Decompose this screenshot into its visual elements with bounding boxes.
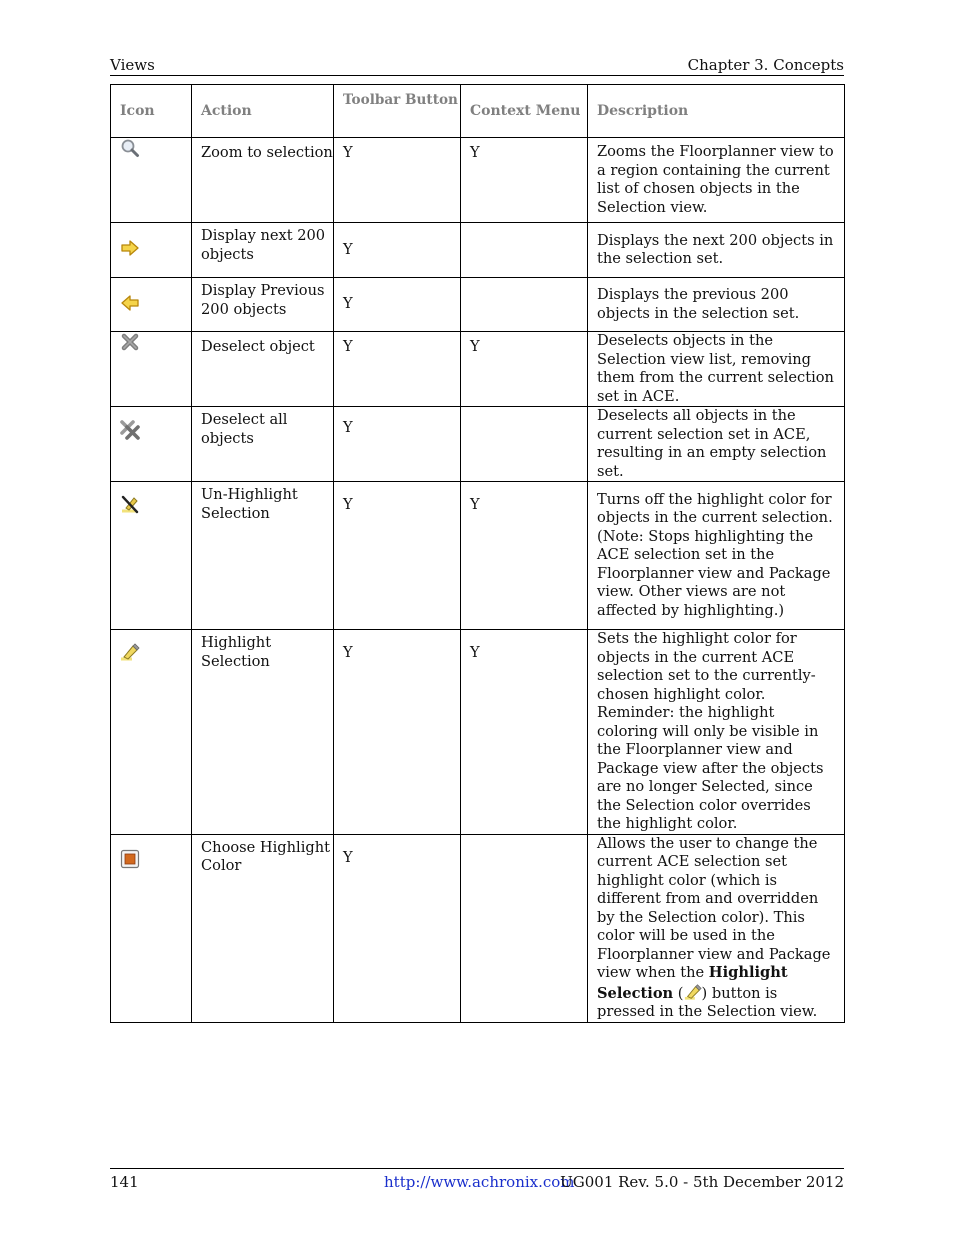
description-cell: Sets the highlight color for objects in the current ACE selection set to the currently-chosen highlight color. Reminder: the highlight coloring will only be visible in the Floorplanner view and Package view after the objects are no longer Selected, since the Selection color overrides the highlight color. [588,630,845,835]
toolbar-cell: Y [334,223,461,278]
action-cell: Highlight Selection [192,630,334,835]
description-cell [588,834,845,1022]
context-cell [461,223,588,278]
action-cell: Deselect all objects [192,407,334,482]
color-swatch-icon [120,849,140,869]
toolbar-cell: Y [334,138,461,223]
paren-open: ( [673,984,684,1002]
header-chapter: Chapter 3. Concepts [687,56,844,74]
page-header [110,54,844,74]
icon-cell [111,278,192,332]
toolbar-cell: Y [334,332,461,407]
context-cell: Y [461,332,588,407]
table-row [111,407,845,482]
header-rule [110,75,844,76]
context-cell: Y [461,138,588,223]
highlighter-icon [120,642,140,662]
description-cell: Displays the next 200 objects in the selection set. [588,223,845,278]
action-cell: Choose Highlight Color [192,834,334,1022]
toolbar-cell: Y [334,482,461,630]
header-section: Views [110,56,155,74]
description-cell: Deselects all objects in the current selection set in ACE, resulting in an empty selection set. [588,407,845,482]
description-cell: Deselects objects in the Selection view list, removing them from the current selection set in ACE. [588,332,845,407]
toolbar-cell: Y [334,834,461,1022]
context-cell [461,278,588,332]
icon-cell [111,834,192,1022]
col-header-action: Action [192,85,334,138]
action-cell: Display Previous 200 objects [192,278,334,332]
table-row [111,278,845,332]
x-mark-icon [120,332,140,352]
website-link[interactable]: http://www.achronix.com [384,1173,575,1191]
table-row [111,630,845,835]
page-number: 141 [110,1173,139,1191]
context-cell [461,407,588,482]
magnifier-icon [120,138,140,158]
table-row [111,834,845,1022]
icon-cell [111,138,192,223]
action-cell: Deselect object [192,332,334,407]
description-text-end: ) button is pressed in the Selection view. [597,984,818,1020]
icon-cell [111,223,192,278]
highlighter-icon [684,983,702,1001]
footer-rule [110,1168,844,1169]
commands-table [110,84,845,1023]
col-header-description: Description [588,85,845,138]
description-cell: Turns off the highlight color for objects in the current selection. (Note: Stops highlighting the ACE selection set in the Floorplanner view and Package view. Other views are not affected by highlighting.) [588,482,845,630]
document-revision: UG001 Rev. 5.0 - 5th December 2012 [560,1173,844,1191]
table-row [111,482,845,630]
double-x-mark-icon [120,420,140,440]
arrow-right-icon [120,238,140,258]
icon-cell [111,630,192,835]
action-cell: Display next 200 objects [192,223,334,278]
context-cell: Y [461,630,588,835]
col-header-toolbar: Toolbar Button [334,85,461,138]
toolbar-cell: Y [334,630,461,835]
icon-cell [111,407,192,482]
highlight-selection-term: Highlight Selection [597,964,788,1002]
description-cell: Displays the previous 200 objects in the selection set. [588,278,845,332]
toolbar-cell: Y [334,407,461,482]
arrow-left-icon [120,293,140,313]
context-cell: Y [461,482,588,630]
toolbar-cell: Y [334,278,461,332]
unhighlight-icon [120,494,140,514]
description-text: Allows the user to change the current ACE selection set highlight color (which is different from and overridden by the Selection color). This color will be used in the Floorplanner view and Package view when the [597,834,831,981]
table-header-row [111,85,845,138]
icon-cell [111,482,192,630]
table-row [111,332,845,407]
col-header-icon: Icon [111,85,192,138]
table-row [111,138,845,223]
context-cell [461,834,588,1022]
action-cell: Un-Highlight Selection [192,482,334,630]
action-cell: Zoom to selection [192,138,334,223]
col-header-context: Context Menu [461,85,588,138]
table-row [111,223,845,278]
description-cell: Zooms the Floorplanner view to a region containing the current list of chosen objects in the Selection view. [588,138,845,223]
icon-cell [111,332,192,407]
